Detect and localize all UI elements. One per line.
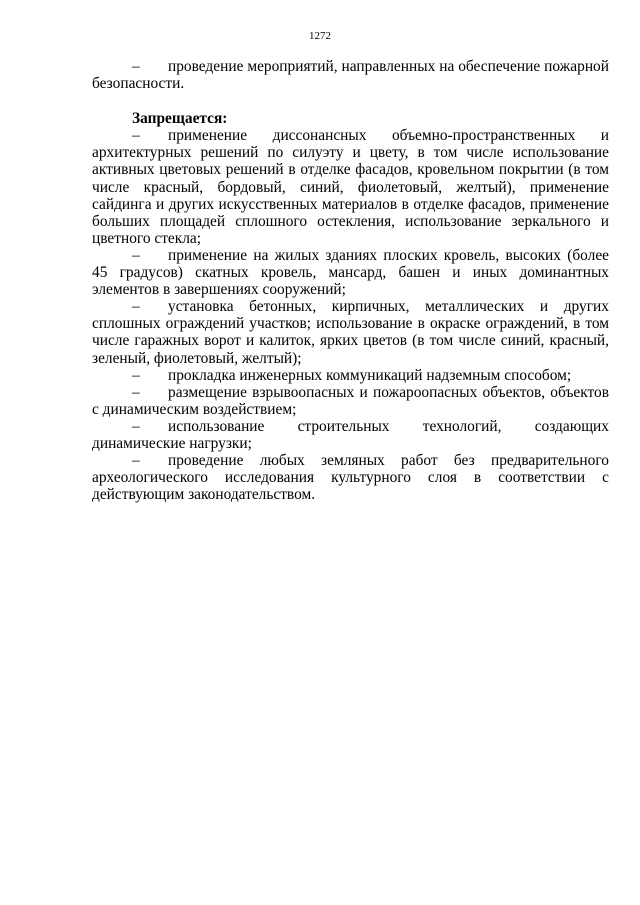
intro-list-item <box>92 58 609 92</box>
list-dash: – <box>132 383 140 401</box>
list-item <box>92 367 609 384</box>
list-dash: – <box>132 58 140 75</box>
list-item-text: проведение любых земляных работ без предварительного археологического исследования культурного слоя в соответствии с действующим законодательством. <box>92 452 609 504</box>
list-item <box>92 298 609 366</box>
list-dash: – <box>132 366 140 384</box>
list-item <box>92 127 609 247</box>
list-item <box>92 384 609 418</box>
list-item-text: размещение взрывоопасных и пожароопасных объектов, объектов с динамическим воздействием; <box>92 383 609 418</box>
list-item-text: применение диссонансных объемно-пространственных и архитектурных решений по силуэту и цвету, в том числе использование активных цветовых решений в отделке фасадов, кровельном покрытии (в том числе красный, бордовый, синий, фиолетовый, желтый), применение сайдинга и других искусственных материалов в отделке фасадов, применение больших площадей сплошного остекления, использование зеркального и цветного стекла; <box>92 127 609 247</box>
list-item-text: установка бетонных, кирпичных, металлических и других сплошных ограждений участков; использование в окраске ограждений, в том числе гаражных ворот и калиток, ярких цветов (в том числе синий, красный, зеленый, фиолетовый, желтый); <box>92 298 609 367</box>
document-body <box>92 58 609 503</box>
list-dash: – <box>132 127 140 145</box>
list-item-text: прокладка инженерных коммуникаций надземным способом; <box>168 366 572 384</box>
list-item-text: применение на жилых зданиях плоских кровель, высоких (более 45 градусов) скатных кровель, мансард, башен и иных доминантных элементов в завершениях сооружений; <box>92 246 609 299</box>
list-dash: – <box>132 298 140 316</box>
list-item <box>92 247 609 298</box>
list-dash: – <box>132 452 140 470</box>
list-item-text: использование строительных технологий, создающих динамические нагрузки; <box>92 417 609 452</box>
list-item <box>92 452 609 503</box>
section-heading: Запрещается: <box>132 110 228 128</box>
page-number: 1272 <box>309 30 331 42</box>
list-dash: – <box>132 417 140 435</box>
list-item <box>92 418 609 452</box>
list-dash: – <box>132 246 140 264</box>
list-item-text: проведение мероприятий, направленных на обеспечение пожарной безопасности. <box>92 58 609 93</box>
